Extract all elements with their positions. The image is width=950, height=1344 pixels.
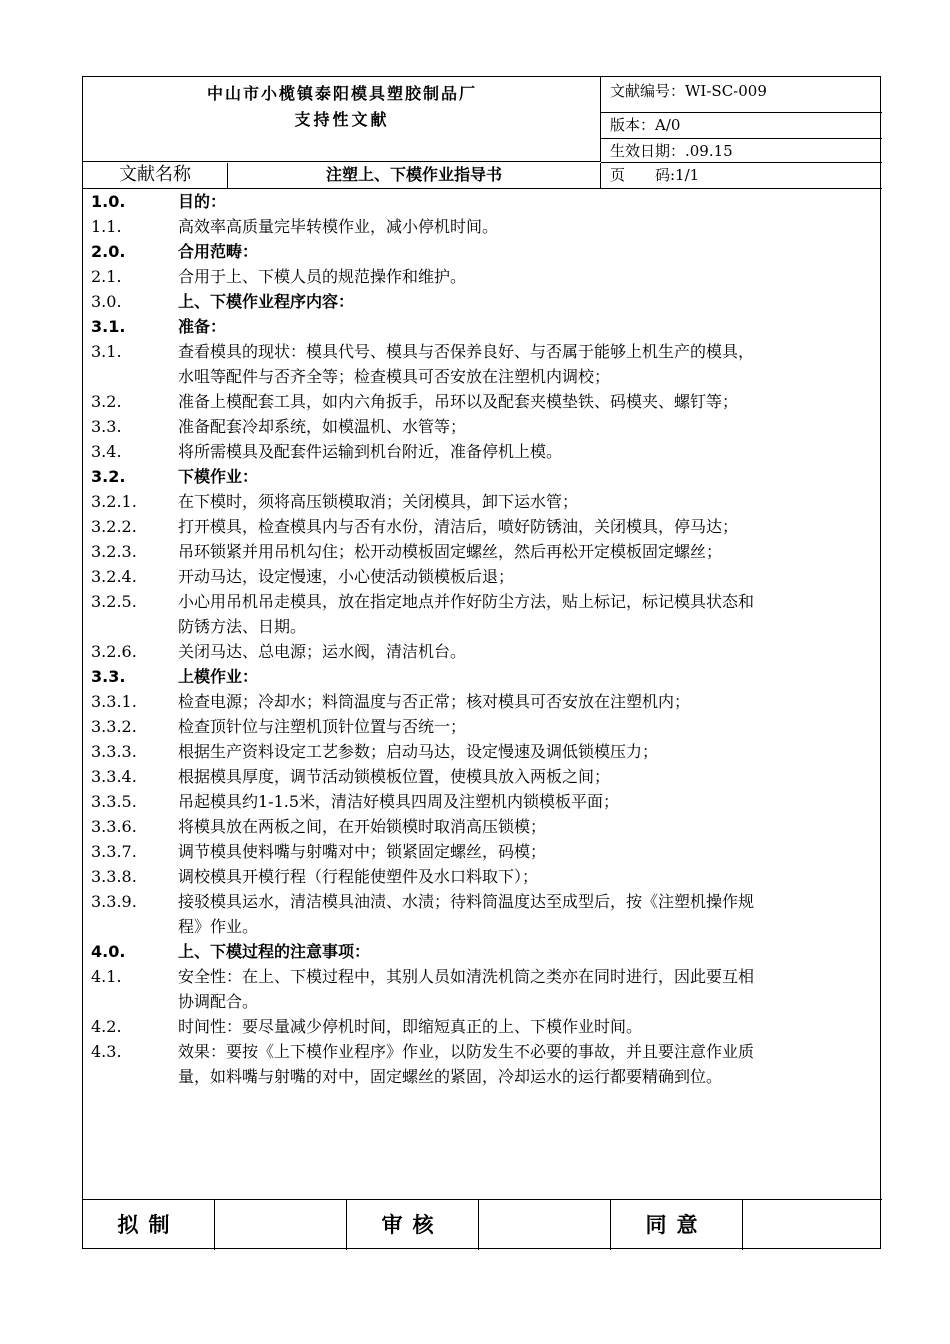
clause-number: 3.3.7. <box>91 842 137 861</box>
list-item <box>83 414 882 439</box>
clause-text: 根据生产资料设定工艺参数；启动马达，设定慢速及调低锁模压力； <box>178 742 659 761</box>
list-item <box>83 539 882 564</box>
clause-text: 根据模具厚度，调节活动锁模板位置，使模具放入两板之间； <box>178 767 611 786</box>
list-item <box>83 514 882 539</box>
clause-number <box>83 914 178 939</box>
clause-text: 协调配合。 <box>178 992 259 1011</box>
document-name-value: 注塑上、下模作业指导书 <box>228 163 601 188</box>
clause-text: 小心用吊机吊走模具，放在指定地点并作好防尘方法，贴上标记，标记模具状态和 <box>178 592 755 611</box>
list-item <box>83 964 882 989</box>
list-item <box>83 639 882 664</box>
list-item <box>83 189 882 214</box>
list-item <box>83 714 882 739</box>
list-item <box>83 614 882 639</box>
clause-text: 下模作业： <box>178 467 259 486</box>
clause-text: 安全性：在上、下模过程中，其别人员如清洗机筒之类亦在同时进行，因此要互相 <box>178 967 755 986</box>
list-item <box>83 1014 882 1039</box>
list-item <box>83 664 882 689</box>
clause-text: 调校模具开模行程（行程能使塑件及水口料取下）； <box>178 867 539 886</box>
review-label: 审核 <box>347 1200 479 1250</box>
page-number: 页 码:1/1 <box>610 166 700 184</box>
clause-number: 3.2.1. <box>91 492 137 511</box>
list-item <box>83 814 882 839</box>
clause-text: 准备配套冷却系统，如模温机、水管等； <box>178 417 467 436</box>
clause-number: 3.3.3. <box>91 742 137 761</box>
clause-number: 3.2. <box>91 392 122 411</box>
clause-number: 3.3.6. <box>91 817 137 836</box>
document-sheet <box>82 76 881 1249</box>
clause-number <box>83 614 178 639</box>
list-item <box>83 914 882 939</box>
clause-text: 开动马达，设定慢速，小心使活动锁模板后退； <box>178 567 515 586</box>
clause-text: 吊环锁紧并用吊机勾住；松开动模板固定螺丝，然后再松开定模板固定螺丝； <box>178 542 723 561</box>
clause-text: 水咀等配件与否齐全等；检查模具可否安放在注塑机内调校； <box>178 367 611 386</box>
document-number: 文献编号：WI-SC-009 <box>601 77 882 113</box>
draft-label: 拟制 <box>83 1200 215 1250</box>
clause-text: 将所需模具及配套件运输到机台附近，准备停机上模。 <box>178 442 563 461</box>
list-item <box>83 314 882 339</box>
list-item <box>83 239 882 264</box>
clause-number <box>83 364 178 389</box>
clause-text: 吊起模具约1-1.5米，清洁好模具四周及注塑机内锁模板平面； <box>178 792 620 811</box>
clause-number: 3.0. <box>91 292 122 311</box>
list-item <box>83 589 882 614</box>
clause-text: 时间性：要尽量减少停机时间，即缩短真正的上、下模作业时间。 <box>178 1017 643 1036</box>
clause-number: 3.3.8. <box>91 867 137 886</box>
list-item <box>83 464 882 489</box>
list-item <box>83 939 882 964</box>
clause-text: 准备上模配套工具，如内六角扳手，吊环以及配套夹模垫铁、码模夹、螺钉等； <box>178 392 739 411</box>
list-item <box>83 989 882 1014</box>
clause-number: 3.3. <box>91 417 122 436</box>
list-item <box>83 389 882 414</box>
clause-number: 4.1. <box>91 967 122 986</box>
clause-text: 高效率高质量完毕转模作业，减小停机时间。 <box>178 217 499 236</box>
list-item <box>83 339 882 364</box>
clause-number: 3.3.1. <box>91 692 137 711</box>
list-item <box>83 1039 882 1064</box>
list-item <box>83 214 882 239</box>
clause-number: 4.3. <box>91 1042 122 1061</box>
list-item <box>83 864 882 889</box>
clause-text: 上模作业： <box>178 667 259 686</box>
clause-number: 3.1. <box>91 317 126 336</box>
clause-number: 3.3.2. <box>91 717 137 736</box>
document-body <box>83 189 882 1089</box>
list-item <box>83 739 882 764</box>
clause-number: 3.2.4. <box>91 567 137 586</box>
document-name-row <box>83 163 882 189</box>
clause-number: 3.2.2. <box>91 517 137 536</box>
list-item <box>83 839 882 864</box>
clause-text: 上、下模作业程序内容： <box>178 292 355 311</box>
approve-label: 同意 <box>611 1200 743 1250</box>
list-item <box>83 564 882 589</box>
list-item <box>83 764 882 789</box>
document-type: 支持性文献 <box>294 110 390 129</box>
clause-number: 3.2.3. <box>91 542 137 561</box>
clause-text: 打开模具，检查模具内与否有水份，清洁后，喷好防锈油，关闭模具，停马达； <box>178 517 739 536</box>
list-item <box>83 289 882 314</box>
clause-text: 在下模时，须将高压锁模取消；关闭模具，卸下运水管； <box>178 492 579 511</box>
clause-number: 3.3.9. <box>91 892 137 911</box>
list-item <box>83 439 882 464</box>
clause-text: 关闭马达、总电源；运水阀，清洁机台。 <box>178 642 467 661</box>
clause-number: 2.0. <box>91 242 126 261</box>
list-item <box>83 789 882 814</box>
list-item <box>83 489 882 514</box>
header-title-block <box>83 77 601 162</box>
list-item <box>83 364 882 389</box>
clause-number: 1.0. <box>91 192 126 211</box>
clause-number: 3.2.5. <box>91 592 137 611</box>
clause-number: 3.3.5. <box>91 792 137 811</box>
clause-text: 合用范畴： <box>178 242 259 261</box>
signature-row <box>83 1199 882 1250</box>
list-item <box>83 264 882 289</box>
clause-text: 上、下模过程的注意事项： <box>178 942 371 961</box>
clause-text: 合用于上、下模人员的规范操作和维护。 <box>178 267 467 286</box>
clause-number: 4.2. <box>91 1017 122 1036</box>
list-item <box>83 689 882 714</box>
clause-text: 目的： <box>178 192 227 211</box>
clause-text: 程》作业。 <box>178 917 259 936</box>
clause-text: 查看模具的现状：模具代号、模具与否保养良好、与否属于能够上机生产的模具， <box>178 342 755 361</box>
clause-text: 接驳模具运水，清洁模具油渍、水渍；待料筒温度达至成型后，按《注塑机操作规 <box>178 892 755 911</box>
clause-number <box>83 989 178 1014</box>
clause-text: 检查顶针位与注塑机顶针位置与否统一； <box>178 717 467 736</box>
draft-signature-field[interactable] <box>215 1200 347 1250</box>
clause-text: 将模具放在两板之间，在开始锁模时取消高压锁模； <box>178 817 547 836</box>
clause-number: 3.1. <box>91 342 122 361</box>
document-name-label: 文献名称 <box>83 163 228 188</box>
clause-text: 调节模具使料嘴与射嘴对中；锁紧固定螺丝，码模； <box>178 842 547 861</box>
clause-number: 1.1. <box>91 217 122 236</box>
clause-number: 3.2. <box>91 467 126 486</box>
review-signature-field[interactable] <box>479 1200 611 1250</box>
clause-text: 检查电源；冷却水；料筒温度与否正常；核对模具可否安放在注塑机内； <box>178 692 691 711</box>
list-item <box>83 889 882 914</box>
approve-signature-field[interactable] <box>743 1200 882 1250</box>
clause-text: 效果：要按《上下模作业程序》作业，以防发生不必要的事故，并且要注意作业质 <box>178 1042 755 1061</box>
effective-date: 生效日期：.09.15 <box>601 139 882 163</box>
list-item <box>83 1064 882 1089</box>
company-name: 中山市小榄镇泰阳模具塑胶制品厂 <box>206 84 477 103</box>
clause-number: 3.2.6. <box>91 642 137 661</box>
clause-text: 防锈方法、日期。 <box>178 617 307 636</box>
document-version: 版本：A/0 <box>601 113 882 139</box>
clause-number: 3.4. <box>91 442 122 461</box>
clause-text: 量，如料嘴与射嘴的对中，固定螺丝的紧固，冷却运水的运行都要精确到位。 <box>178 1067 723 1086</box>
clause-text: 准备： <box>178 317 227 336</box>
clause-number: 2.1. <box>91 267 122 286</box>
clause-number: 4.0. <box>91 942 126 961</box>
clause-number <box>83 1064 178 1089</box>
clause-number: 3.3.4. <box>91 767 137 786</box>
clause-number: 3.3. <box>91 667 126 686</box>
